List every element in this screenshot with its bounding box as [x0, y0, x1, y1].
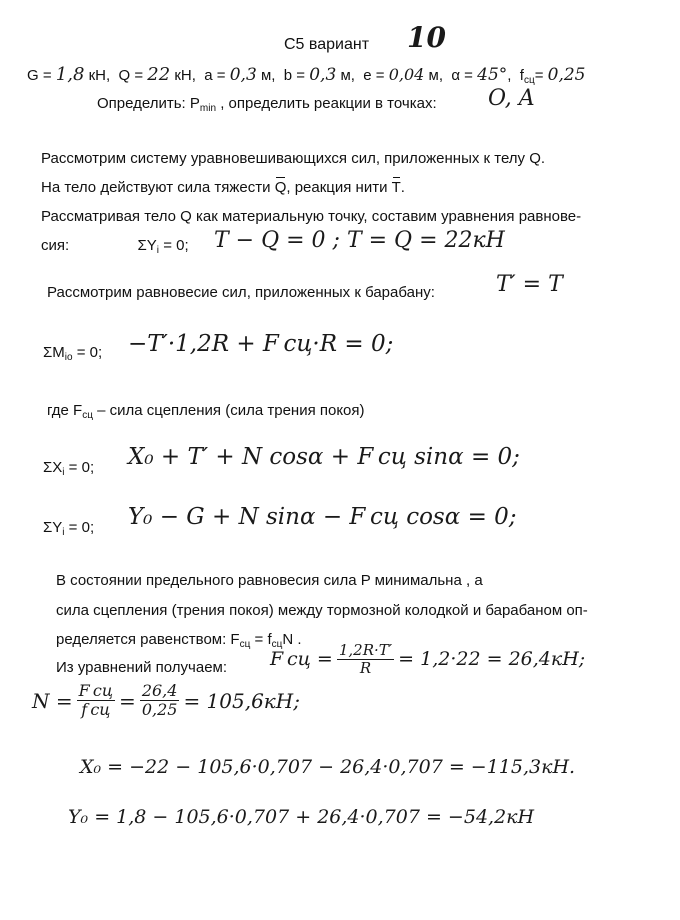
drum-equilibrium-line: Рассмотрим равновесие сил, приложенных к барабану:	[47, 284, 435, 301]
body-line-3: Рассматривая тело Q как материальную точку, составим уравнения равнове-	[41, 208, 582, 225]
x0-result: X₀ = −22 − 105,6·0,707 − 26,4·0,707 = −115,3кН.	[80, 756, 576, 778]
given-f-value: 0,25	[547, 65, 586, 85]
equation-t-minus-q: T − Q = 0 ; T = Q = 22кН	[214, 228, 505, 253]
n-fraction-1: $\frac{\text{F сц}}{\text{f сц}}$	[78, 681, 114, 719]
given-a-value: 0,3	[229, 65, 257, 85]
normal-force-result: N = $\frac{\text{F сц}}{\text{f сц}}$ = $\frac{26,4}{0,25}$ = 105,6кН;	[32, 681, 300, 719]
body-line-1: Рассмотрим систему уравновешивающихся сил, приложенных к телу Q.	[41, 150, 546, 167]
sum-y-equation: Y₀ − G + N sinα − F сц cosα = 0;	[128, 504, 517, 530]
sum-x-equation: X₀ + T′ + N cosα + F сц sinα = 0;	[128, 444, 520, 470]
given-b-value: 0,3	[309, 65, 337, 85]
body-line-2: На тело действуют сила тяжести Q, реакция нити T.	[41, 179, 405, 196]
y0-result: Y₀ = 1,8 − 105,6·0,707 + 26,4·0,707 = −54,2кН	[68, 806, 535, 828]
result-label: Из уравнений получаем:	[56, 659, 228, 676]
friction-force-result: F сц = $\frac{1,2R\cdot T'}{R}$ = 1,2·22 = 26,4кН;	[270, 641, 586, 677]
given-g-value: 1,8	[55, 64, 85, 85]
given-q-value: 22	[147, 64, 171, 85]
determine-line: Определить: $P_{min}$ , определить реакции в точках:	[97, 95, 437, 114]
moment-equation-label: $\Sigma M_{io} = 0$;	[43, 344, 103, 363]
body-line-4: сия: $\Sigma Y_i = 0$;	[41, 237, 189, 256]
variant-number: 10	[407, 21, 446, 54]
fcy-fraction: $\frac{1,2R\cdot T'}{R}$	[338, 641, 393, 677]
worksheet-title: C5 вариант	[284, 36, 370, 53]
sum-y-label: $\Sigma Y_i = 0$;	[43, 519, 95, 538]
moment-equation: −T′·1,2R + F сц·R = 0;	[128, 331, 394, 357]
points-o-a: O, A	[488, 86, 535, 111]
limit-line-2: сила сцепления (трения покоя) между тормозной колодкой и барабаном оп-	[56, 602, 588, 619]
limit-line-3: ределяется равенством: $F_{сц} = f_{сц}N$ .	[56, 631, 302, 650]
limit-line-1: В состоянии предельного равновесия сила P минимальна , а	[56, 572, 483, 589]
sum-x-label: $\Sigma X_i = 0$;	[43, 459, 95, 478]
given-alpha-value: 45°	[477, 65, 508, 85]
given-values-line: G = 1,8 кН, Q = 22 кН, a = 0,3 м, b = 0,3 м, e = 0,04 м, α = 45°, $f_{сц}= 0,25$	[27, 64, 586, 86]
equation-t-prime: T′ = T	[496, 272, 563, 297]
given-e-value: 0,04	[388, 65, 425, 84]
n-fraction-2: $\frac{26,4}{0,25}$	[141, 681, 178, 719]
friction-force-definition: где $F_{сц}$ – сила сцепления (сила трения покоя)	[47, 402, 365, 421]
